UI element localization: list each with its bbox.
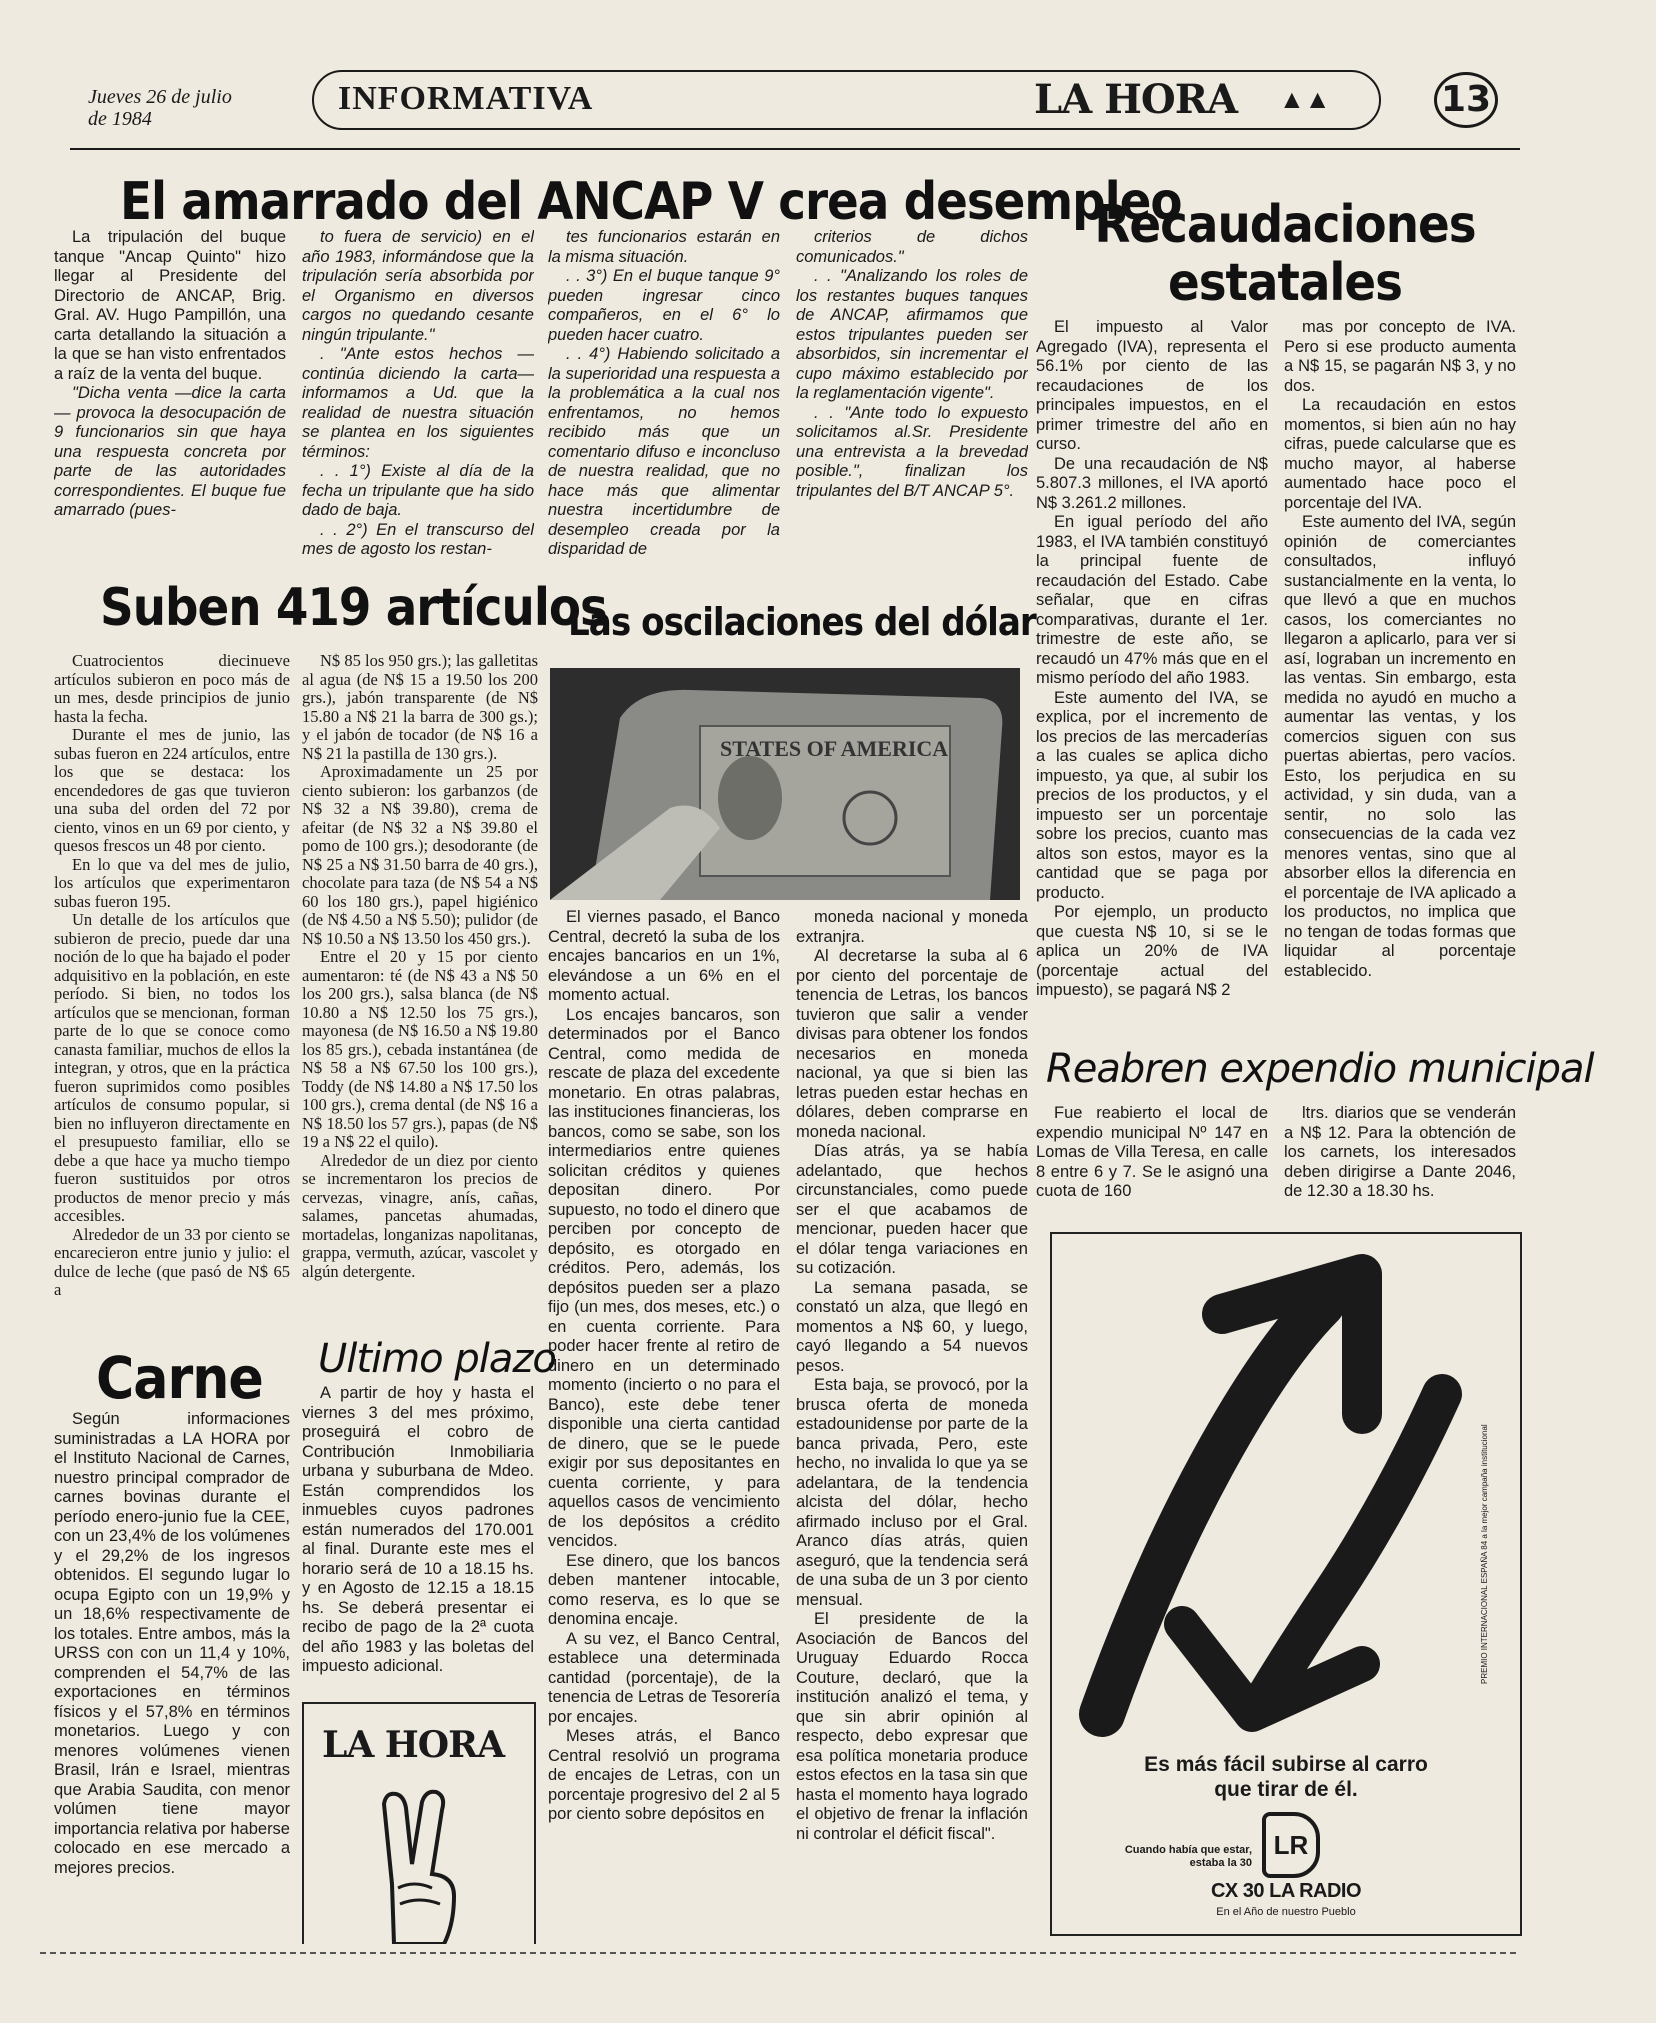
paragraph: Alrededor de un diez por ciento se incrementaron los precios de cervezas, vinagre, anís, cañas, salames, pancetas ahumadas, mortadelas, longanizas napolitanas, grappa, vermuth, azúcar, vascolet y algún detergente. bbox=[302, 1150, 538, 1281]
lahora-ad-logo: LA HORA bbox=[322, 1724, 504, 1766]
radio-station: CX 30 LA RADIO bbox=[1210, 1880, 1362, 1902]
paragraph: De una recaudación de N$ 5.807.3 millones, el IVA aportó N$ 3.261.2 millones. bbox=[1036, 454, 1268, 512]
dollar-photo bbox=[550, 668, 1020, 900]
masthead-logo: LA HORA bbox=[1034, 76, 1237, 123]
slogan-line: Es más fácil subirse al carro bbox=[1144, 1753, 1428, 1776]
paragraph: "Dicha venta —dice la carta— provoca la desocupación de 9 funcionarios sin que haya una respuesta concreta por parte de las autoridades correspondientes. El buque fue amarrado (pues- bbox=[54, 384, 286, 519]
photo-caption: STATES OF AMERICA bbox=[720, 736, 949, 761]
paragraph: En lo que va del mes de julio, los artículos que experimentaron subas fueron 195. bbox=[54, 854, 290, 911]
paragraph: El presidente de la Asociación de Bancos del Uruguay Eduardo Rocca Couture, declaró, que la institución analizó el tema, y que sin abrir opinión al respecto, debo expresar que esa política monetaria produce estos efectos en la tasa sin que hasta el momento haya logrado el objetivo de frenar la inflación ni controlar el déficit fiscal". bbox=[796, 1610, 1028, 1843]
paragraph: . . 4°) Habiendo solicitado a la superioridad una respuesta a la problemática a la cual nos enfrentamos, no hemos recibido más que un comentario difuso e inconcluso de nuestra realidad, que no hace más que alimentar nuestra incertidumbre de desempleo creada por la disparidad de bbox=[548, 345, 780, 558]
carne-column bbox=[54, 1410, 290, 1940]
header-rule bbox=[70, 148, 1520, 150]
dolar-column-1 bbox=[548, 908, 780, 1948]
paragraph: Al decretarse la suba al 6 por ciento del porcentaje de tenencia de Letras, los bancos tuvieron que salir a vender divisas para obtener los fondos necesarios en moneda nacional, ya que si bien las letras pueden estar hechas en dólares, deben comprarse en moneda nacional. bbox=[796, 947, 1028, 1141]
paragraph: Esta baja, se provocó, por la brusca oferta de moneda estadounidense por parte de la banca privada, Pero, este hecho, no invalida lo que ya se adelantara, de la tendencia alcista del dólar, hecho afirmado incluso por el Gral. Aranco días atrás, quien aseguró, que la tendencia será de una suba de un 3 por ciento mensual. bbox=[796, 1376, 1028, 1609]
paragraph: mas por concepto de IVA. Pero si ese producto aumenta a N$ 15, se pagarán N$ 3, y no dos. bbox=[1284, 318, 1516, 395]
paragraph: Los encajes bancaros, son determinados por el Banco Central, como medida de rescate de plaza del excedente monetario. En otras palabras, las instituciones financieras, los bancos, como se sabe, son los intermediarios entre quienes solicitan créditos y quienes depositan dinero. Por supuesto, no todo el dinero que perciben por concepto de depósito, es otorgado en créditos. Pero, además, los depósitos pueden ser a plazo fijo (un mes, dos meses, etc.) o en cuenta corriente. Para poder hacer frente al retiro de dinero en un determinado momento (incierto o no para el Banco), este debe tener disponible una cierta cantidad de dinero, que se le puede exigir por sus depositantes en cuenta corriente, y para aquellos casos de vencimiento de los depósitos a crédito vencidos. bbox=[548, 1005, 780, 1550]
ancap-column-4 bbox=[796, 228, 1028, 568]
slogan-line: que tirar de él. bbox=[1214, 1778, 1358, 1801]
paragraph: . "Ante estos hechos —continúa diciendo la carta— informamos a Ud. que la realidad de nuestra situación se plantea en los siguientes términos: bbox=[302, 345, 534, 461]
paragraph: Durante el mes de junio, las subas fueron en 224 artículos, entre los que se destaca: los encendedores de gas que tuvieron una suba del orden del 72 por ciento, vinos en un 69 por ciento, y quesos frescos un 48 por ciento. bbox=[54, 725, 290, 855]
small-line: Cuando había que estar, bbox=[1124, 1844, 1252, 1856]
paragraph: Cuatrocientos diecinueve artículos subieron en poco más de un mes, desde principios de junio hasta la fecha. bbox=[54, 652, 290, 726]
reabren-column-2 bbox=[1284, 1104, 1516, 1214]
recaudaciones-column-2 bbox=[1284, 318, 1516, 1036]
ad-side-note: PREMIO INTERNACIONAL ESPAÑA 84 a la mejor campaña institucional bbox=[1480, 1424, 1489, 1684]
ad-slogan bbox=[1052, 1752, 1520, 1802]
dolar-column-2 bbox=[796, 908, 1028, 1948]
paragraph: N$ 85 los 950 grs.); las galletitas al agua (de N$ 15 a 19.50 los 200 grs.), jabón transparente (de N$ 15.80 a N$ 21 la barra de 300 gs.); y el jabón de tocador (de N$ 16 a N$ 21 la pastilla de 130 grs.). bbox=[302, 652, 538, 763]
ancap-column-3 bbox=[548, 228, 780, 568]
paragraph: Por ejemplo, un producto que cuesta N$ 10, si se le aplica un 20% de IVA (porcentaje actual del impuesto), se pagará N$ 2 bbox=[1036, 903, 1268, 999]
ultimo-plazo-column bbox=[302, 1384, 534, 1694]
paragraph: . . 2°) En el transcurso del mes de agosto los restan- bbox=[302, 520, 534, 558]
paragraph: Meses atrás, el Banco Central resolvió un programa de encajes de Letras, con un porcentaje progresivo del 2 al 5 por ciento sobre depósitos en bbox=[548, 1727, 780, 1823]
paragraph: Aproximadamente un 25 por ciento subieron: los garbanzos (de N$ 32 a N$ 39.80), crema de afeitar (de N$ 32 a N$ 39.80 el pomo de 100 grs.); desodorante (de N$ 25 a N$ 31.50 barra de 40 grs.), chocolate para taza (de N$ 54 a N$ 60 los 180 grs.), papel higiénico (de N$ 4.50 a N$ 5.50); pulidor (de N$ 10.50 a N$ 13.50 los 450 grs.). bbox=[302, 762, 538, 948]
paragraph: Este aumento del IVA, se explica, por el incremento de los precios de las mercaderías a las cuales se aplica dicho impuesto, ya que, al subir los precios de los productos, y el impuesto ser un porcentaje sobre los precios, cuanto mas altos son estos, mayor es la cantidad que se paga por producto. bbox=[1036, 688, 1268, 902]
paragraph: Este aumento del IVA, según opinión de comerciantes consultados, influyó sustancialmente en la venta, lo que llevó a que en muchos casos, los comerciantes no llegaron a aplicarlo, para ver si así, lograban un incremento en las ventas. Sin embargo, esta medida no ayudó en mucho a aumentar las ventas, y los comercios siguen con sus puertas abiertas, pero vacíos. Esto, los perjudica en su actividad, y sin duda, van a sentir, no solo las consecuencias de la cada vez menores ventas, sino que al absorber ellos la diferencia en el porcentaje de IVA aplicado a los productos, no implica que no tengan de todas formas que liquidar al porcentaje establecido. bbox=[1284, 513, 1516, 980]
recaudaciones-column-1 bbox=[1036, 318, 1268, 1036]
headline-recaudaciones bbox=[1050, 196, 1520, 312]
arrows-icon: ▲▲ bbox=[1279, 84, 1331, 114]
paragraph: . . 1°) Existe al día de la fecha un tripulante que ha sido dado de baja. bbox=[302, 462, 534, 519]
paragraph: Días atrás, ya se había adelantado, que hechos circunstanciales, como puede ser el que acabamos de mencionar, pueden hacer que el dólar tenga variaciones en su cotización. bbox=[796, 1142, 1028, 1277]
paragraph: Fue reabierto el local de expendio municipal Nº 147 en Lomas de Villa Teresa, en calle 8 entre 6 y 7. Se le asignó una cuota de 160 bbox=[1036, 1104, 1268, 1200]
paragraph: . . "Ante todo lo expuesto solicitamos al.Sr. Presidente una entrevista a la brevedad posible.", finalizan los tripulantes del B/T ANCAP 5°. bbox=[796, 403, 1028, 500]
section-title: INFORMATIVA bbox=[338, 80, 594, 117]
lahora-ad bbox=[302, 1702, 536, 1944]
reabren-column-1 bbox=[1036, 1104, 1268, 1214]
paragraph: La tripulación del buque tanque "Ancap Quinto" hizo llegar al Presidente del Directorio de ANCAP, Brig. Gral. AV. Hugo Pampillón, una carta detallando la situación a la que se han visto enfrentados a raíz de la venta del buque. bbox=[54, 228, 286, 383]
paragraph: La recaudación en estos momentos, si bien aún no hay cifras, puede calcularse que es mucho mayor, al haberse aumentado hace poco el porcentaje del IVA. bbox=[1284, 396, 1516, 512]
paragraph: tes funcionarios estarán en la misma situación. bbox=[548, 228, 780, 266]
paragraph: to fuera de servicio) en el año 1983, informándose que la tripulación sería absorbida por el Organismo en diversos cargos no quedando cesante ningún tripulante." bbox=[302, 228, 534, 344]
arrows-brush-icon bbox=[1062, 1244, 1482, 1744]
paragraph: Un detalle de los artículos que subieron de precio, puede dar una noción de lo que ha bajado el poder adquisitivo en la población, en este período. Si bien, no todos los artículos que se mencionan, forman parte de lo que se conoce como canasta familiar, muchos de ellos la integran, y otros, que en la práctica fueron suprimidos como posibles artículos de consumo popular, si bien no influyeron directamente en el presupuesto familiar, ello se debe a que hace ya mucho tiempo fueron sustituidos por otros productos de menor precio y más accesibles. bbox=[54, 910, 290, 1225]
paragraph: En igual período del año 1983, el IVA también constituyó la principal fuente de recaudación del Estado. Cabe señalar, que en cifras comparativas, durante el 1er. trimestre de este año, se recaudó un 47% más que en el mismo período del año 1983. bbox=[1036, 513, 1268, 687]
paragraph: El impuesto al Valor Agregado (IVA), representa el 56.1% por ciento de las recaudaciones de los principales impuestos, en el primer trimestre del año en curso. bbox=[1036, 318, 1268, 453]
headline-ultimo-plazo: Ultimo plazo bbox=[318, 1336, 556, 1382]
page-number: 13 bbox=[1434, 72, 1498, 128]
paragraph: criterios de dichos comunicados." bbox=[796, 228, 1028, 266]
headline-carne: Carne bbox=[96, 1344, 263, 1412]
paragraph: ltrs. diarios que se venderán a N$ 12. Para la obtención de los carnets, los interesados deben dirigirse a Dante 2046, de 12.30 a 18.30 hs. bbox=[1284, 1104, 1516, 1200]
paragraph: A su vez, el Banco Central, establece una determinada cantidad (porcentaje), de la tenencia de Letras de Tesorería por encajes. bbox=[548, 1629, 780, 1726]
headline-ancap: El amarrado del ANCAP V crea desempleo bbox=[120, 172, 1182, 232]
page-bottom-rule bbox=[40, 1952, 1516, 1954]
dollar-bill-image bbox=[550, 668, 1020, 900]
headline-reabren: Reabren expendio municipal bbox=[1046, 1046, 1594, 1092]
radio-logo-icon: LR bbox=[1262, 1812, 1320, 1878]
paragraph: moneda nacional y moneda extranjra. bbox=[796, 908, 1028, 946]
victory-hand-icon bbox=[364, 1784, 474, 1944]
issue-date bbox=[88, 86, 268, 130]
headline-suben: Suben 419 artículos bbox=[100, 578, 607, 638]
suben-column-1 bbox=[54, 652, 290, 1342]
paragraph: La semana pasada, se constató un alza, que llegó en momentos a N$ 60, y luego, cayó llegando a 54 nuevos pesos. bbox=[796, 1278, 1028, 1375]
paragraph: . . 3°) En el buque tanque 9° pueden ingresar cinco compañeros, en el 6° lo pueden hacer cuatro. bbox=[548, 267, 780, 344]
small-line: estaba la 30 bbox=[1189, 1857, 1252, 1869]
radio-tagline: En el Año de nuestro Pueblo bbox=[1216, 1906, 1356, 1918]
headline-line: Recaudaciones bbox=[1094, 195, 1476, 255]
ancap-column-2 bbox=[302, 228, 534, 568]
paragraph: Ese dinero, que los bancos deben mantener intocable, como reserva, es lo que se denomina encaje. bbox=[548, 1551, 780, 1628]
date-line-2: de 1984 bbox=[88, 108, 152, 130]
section-banner bbox=[312, 70, 1381, 130]
paragraph: Entre el 20 y 15 por ciento aumentaron: té (de N$ 43 a N$ 50 los 200 grs.), salsa blanca (de N$ 10.80 a N$ 12.50 los 75 grs.), mayonesa (de N$ 16.50 a N$ 19.80 los 85 grs.), cebada instantánea (de N$ 58 a N$ 67.50 los 100 grs.), Toddy (de N$ 14.80 a N$ 17.50 los 100 grs.), crema dental (de N$ 16 a N$ 18.50 los 57 grs.), papas (de N$ 19 a N$ 22 el quilo). bbox=[302, 947, 538, 1151]
paragraph: Alrededor de un 33 por ciento se encarecieron entre junio y julio: el dulce de leche (que pasó de N$ 65 a bbox=[54, 1224, 290, 1299]
paragraph: . . "Analizando los roles de los restantes buques tanques de ANCAP, afirmamos que estos tripulantes pueden ser absorbidos, sin incrementar el cupo máximo establecido por la reglamentación vigente". bbox=[796, 267, 1028, 402]
date-line-1: Jueves 26 de julio bbox=[88, 86, 232, 108]
paragraph: A partir de hoy y hasta el viernes 3 del mes próximo, proseguirá el cobro de Contribución Inmobiliaria urbana y suburbana de Mdeo. Están comprendidos los inmuebles cuyos padrones están numerados del 170.001 al final. Durante este mes el horario será de 10 a 18.15 hs. y en Agosto de 12.15 a 18.15 hs. Se deberá presentar ei recibo de pago de la 2ª cuota del año 1983 y las boletas del impuesto adicional. bbox=[302, 1384, 534, 1675]
paragraph: El viernes pasado, el Banco Central, decretó la suba de los encajes bancarios en un 1%, elevándose a un 6% en el momento actual. bbox=[548, 908, 780, 1004]
paragraph: Según informaciones suministradas a LA HORA por el Instituto Nacional de Carnes, nuestro principal comprador de carnes bovinas durante el período enero-junio fue la CEE, con un 23,4% de los volúmenes y el 29,2% de los ingresos obtenidos. El segundo lugar lo ocupa Egipto con un 19,9% y un 18,6% respectivamente de los totales. Entre ambos, más la URSS con con un 11,4 y 10%, comprenden el 54,7% de las exportaciones en términos físicos y el 57,8% en términos monetarios. Luego y con menores volúmenes vienen Brasil, Irán e Israel, mientras que Arabia Saudita, con menor volúmen tiene mayor importancia relativa por haberse colocado en ese mercado a mejores precios. bbox=[54, 1410, 290, 1877]
headline-dolar: Las oscilaciones del dólar bbox=[568, 600, 1036, 644]
headline-line: estatales bbox=[1167, 253, 1403, 313]
ancap-column-1 bbox=[54, 228, 286, 568]
radio-ad bbox=[1050, 1232, 1522, 1936]
ad-small-text bbox=[1092, 1844, 1252, 1870]
suben-column-2 bbox=[302, 652, 538, 1342]
